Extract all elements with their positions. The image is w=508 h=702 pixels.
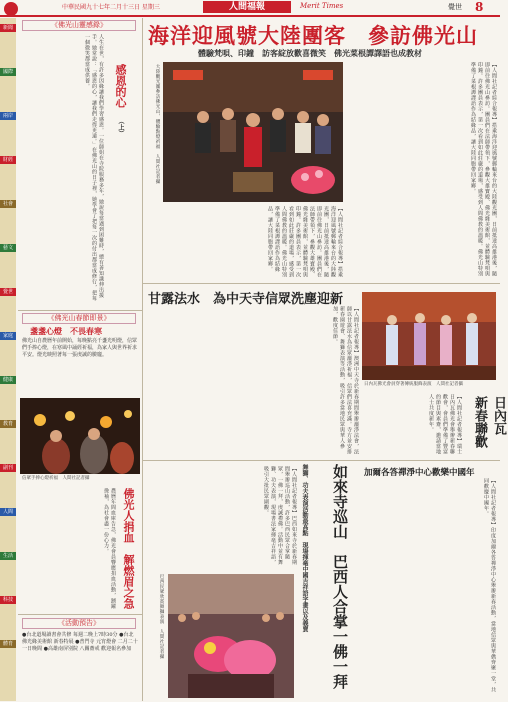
section-tab: 覺世 (0, 288, 16, 296)
row-divider (143, 460, 500, 461)
geneva-performance-photo (362, 292, 496, 380)
section-tab: 副刊 (0, 464, 16, 472)
masthead-english: Merit Times (300, 2, 344, 10)
row-divider (143, 283, 500, 284)
section-tab: 健康 (0, 376, 16, 384)
section-tab: 藝文 (0, 244, 16, 252)
section-tab: 社會 (0, 200, 16, 208)
calcutta-heading: 加爾各答禪淨中心歡樂中國年 (364, 468, 475, 478)
main-subheadline: 體驗梵唄、印鐘 訪客綻放歡喜微笑 佛光菜根譚譯語也成教材 (198, 48, 422, 58)
story-heading: 盞盞心燈 不畏春寒 (30, 326, 102, 336)
column-heading: 感恩的心 (114, 64, 127, 108)
events-text: ●台北道場讀書會共修 每週二晚上7時30分 ●台北佛光緣美術館 新春特展 ●普門寺 元宵燈會 二月二十一日晚間 ●高雄南屏別院 八關齋戒 歡迎報名參加 (22, 632, 138, 652)
brazil-subheadline: 舞獅、功夫表演活動最高點 現場揮毫中國吉祥語字畫以及義賣 (301, 464, 308, 632)
brazil-story-text: 【人間社記者報導】巴西如來寺於新春期間舉辦巡山活動，許多巴西民眾合掌隨眾，一佛一拜，虔誠禮佛。活動中並有舞獅、功夫表演，現場書法家揮毫吉祥語，吸引大批民眾圍觀。 (263, 466, 297, 565)
masthead: 人間福報 (203, 1, 291, 13)
main-story-photo (163, 62, 343, 202)
story-heading: 佛光人捐血 解燃眉之急 (122, 488, 135, 609)
events-title: 《活動預告》 (22, 618, 136, 629)
main-photo-caption: 大陸觀光團參訪佛光山，體驗點燈祈福 人間社記者攝 (155, 64, 160, 184)
row-divider (18, 310, 142, 311)
second-story-text: 【人間社記者報導】澳洲中天寺於新春期間舉辦灑淨法會，法師以甘露法水為信眾灑淨祈福，信眾們法喜充滿。寺方並安排新春園遊會、舞獅表演等活動，吸引許多當地民眾與華人參加，歡度佳節。 (332, 306, 359, 455)
section-tabs (0, 24, 16, 684)
column-part: （上） (117, 118, 124, 136)
photo-caption: 信眾手捧心燈祈福 人間社記者攝 (22, 476, 90, 481)
candle-lighting-photo (20, 398, 140, 474)
brazil-headline: 如來寺巡山 巴西人合掌一佛一拜 (331, 464, 349, 689)
calcutta-story-text: 【人間社記者報導】印度加爾各答禪淨中心舉辦新春活動，當地信眾與華僑齊聚一堂，共同歡慶中國年。 (483, 478, 496, 693)
section-tab: 國際 (0, 68, 16, 76)
brazil-photo-caption: 巴西民眾欣賞舞獅表演 人間社記者攝 (159, 574, 164, 659)
issue-date: 中華民國九十七年二月十三日 星期三 (62, 4, 160, 11)
newspaper-logo-icon (4, 2, 18, 16)
section-tab: 人間 (0, 508, 16, 516)
main-story-text: 【人間社記者綜合報導】搭乘海洋迎風號郵輪來台的大陸觀光團，日前抵達高雄港後，隨即前往佛光山參訪。團員們在法師帶領下，參觀大雄寶殿、佛光緣美術館，並體驗梵唄與印鐘。許多團員表示，第一次看到如此莊嚴的道場，感受到人間佛教的溫暖。佛光山特別準備了菜根譚譯語作為結緣品，讓大陸同胞帶回家鄉。 (470, 62, 497, 277)
column-body-text: 人生在世，有許多因緣讓我們學習感恩。一位師姐在寺院服務多年，她說每當遇到困難時，總有善知識伸出援手。她常說：「感恩的心，讓我們走得更遠。」在佛光山的日子裡，她學會了把每一次的付出都當成修行，把每一個微笑都當成供養。 (84, 34, 104, 301)
section-tab: 科技 (0, 596, 16, 604)
column-divider (142, 18, 143, 701)
page-number: 8 (475, 0, 484, 14)
section-tab: 教育 (0, 420, 16, 428)
section-tab: 生活 (0, 552, 16, 560)
story-text: 佛光山自農曆年前開始，每晚點亮千盞光明燈，信眾們手捧心燈，在寒風中誦經祈福，為家人與世界祈求平安。燈光映照著每一張虔誠的臉龐。 (22, 338, 138, 358)
story-text: 農曆年間血庫告急，佛光會員響應捐血活動，踴躍挽袖，為社會盡一份心力。 (103, 488, 116, 609)
geneva-story-text: 【人間社記者報導】瑞士日內瓦佛光會舉辦新春聯歡會，會員們準備了豐富的節目與素齋，邀請當地人士共度新年。 (428, 394, 462, 455)
column-title: 《佛光山靈感錄》 (22, 20, 136, 31)
main-story-text-continued: 【人間社記者綜合報導】搭乘海洋迎風號郵輪來台的大陸觀光團，日前抵達高雄港後，隨即前往佛光山參訪。團員們在法師帶領下，參觀大雄寶殿、佛光緣美術館，並體驗梵唄與印鐘。許多團員表示，第一次看到如此莊嚴的道場，感受到人間佛教的溫暖。佛光山特別準備了菜根譚譯語作為結緣品，讓大陸同胞帶回家鄉。 (267, 206, 343, 278)
section-title: 《佛光山春節即景》 (22, 313, 136, 324)
section-name: 覺世 (448, 3, 462, 11)
row-divider (18, 614, 142, 615)
photo-caption: 日內瓦佛光會員穿著傳統服飾表演 人間社記者攝 (364, 382, 463, 387)
section-tab: 家庭 (0, 332, 16, 340)
section-tab: 兩岸 (0, 112, 16, 120)
main-headline: 海洋迎風號大陸團客 參訪佛光山 (148, 23, 478, 48)
second-headline: 甘露法水 為中天寺信眾洗塵迎新 (148, 292, 344, 307)
lion-dance-photo (168, 574, 294, 698)
header-rule (0, 15, 500, 17)
section-tab: 新聞 (0, 24, 16, 32)
geneva-heading: 日內瓦 新春聯歡 (472, 396, 506, 448)
section-tab: 體育 (0, 640, 16, 648)
section-tab: 財經 (0, 156, 16, 164)
